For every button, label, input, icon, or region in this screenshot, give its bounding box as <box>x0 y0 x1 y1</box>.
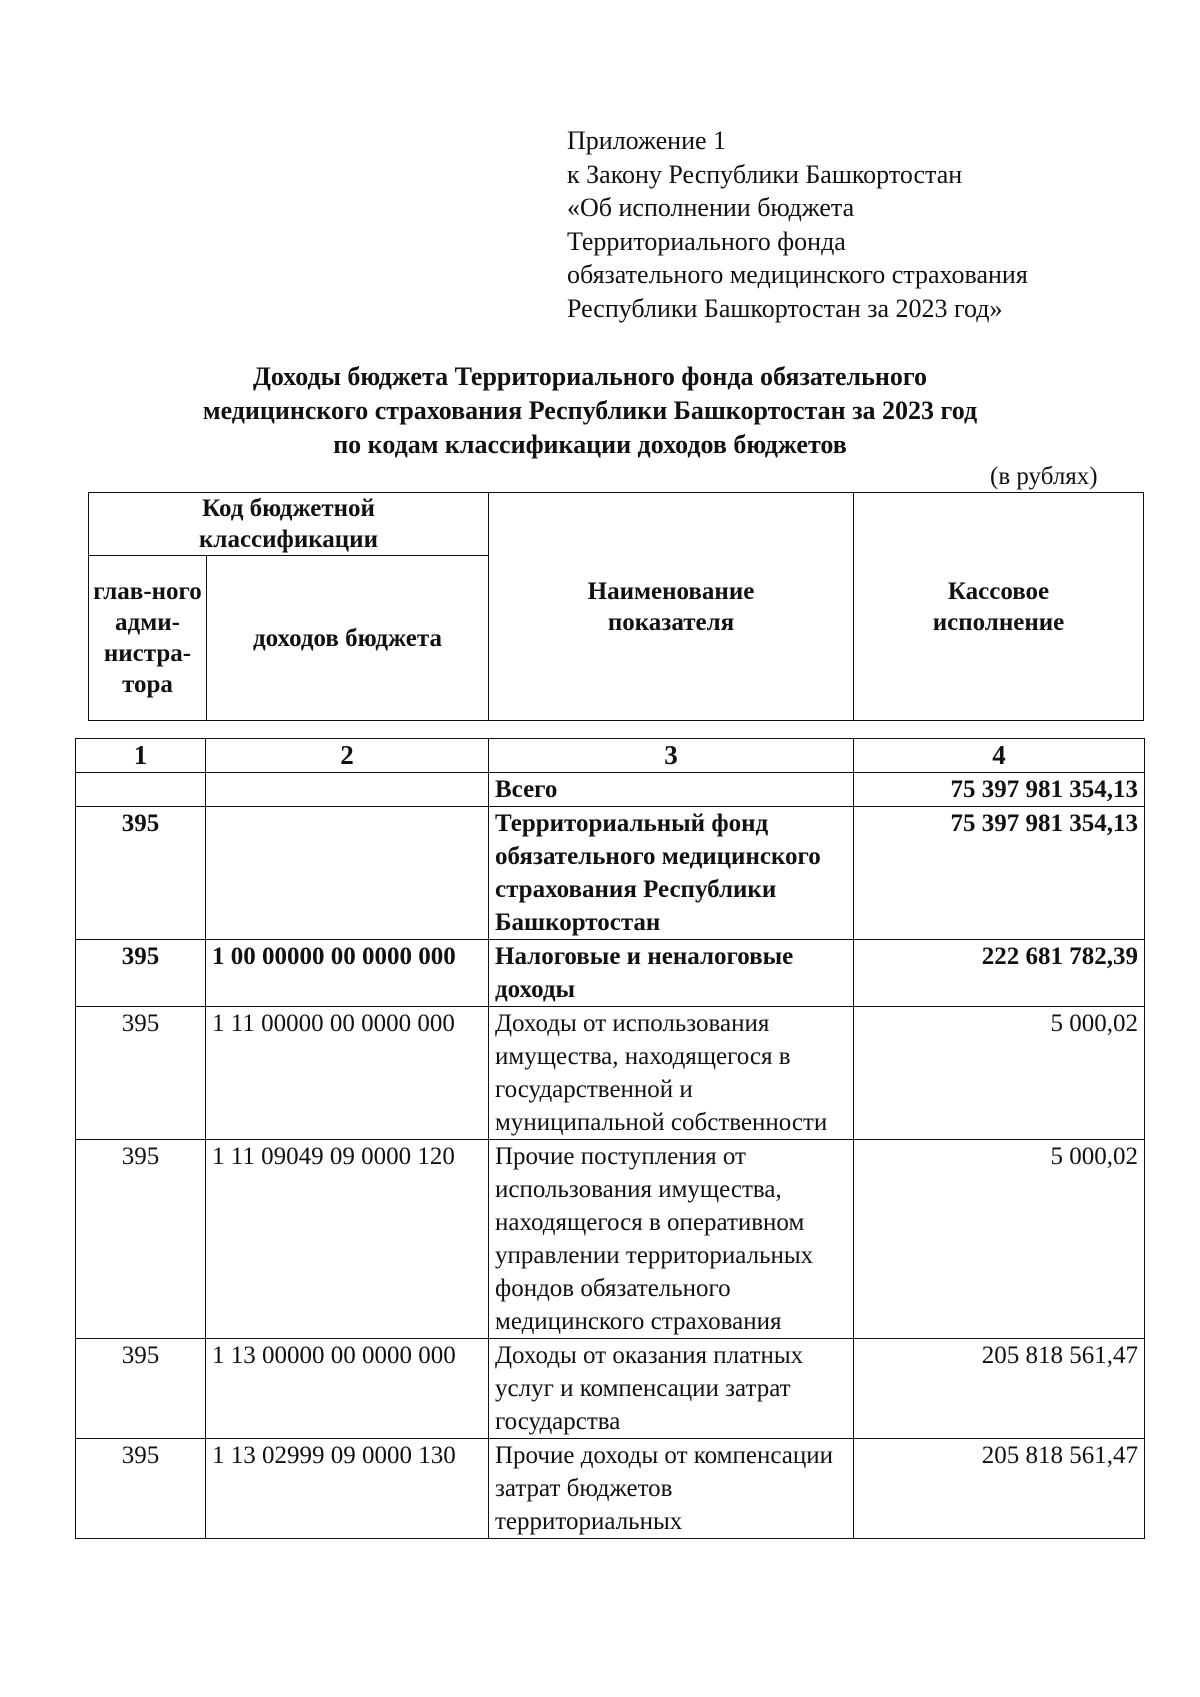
admin-code: 395 <box>76 807 206 940</box>
table-header <box>88 492 1144 721</box>
amount: 5 000,02 <box>854 1140 1145 1339</box>
indicator-name: Всего <box>489 773 854 807</box>
header-admin: глав-ного адми-нистра-тора <box>89 556 207 721</box>
column-number: 4 <box>854 739 1145 773</box>
column-number: 2 <box>206 739 489 773</box>
table-row <box>76 1339 1145 1439</box>
header-amount: Кассовое исполнение <box>854 493 1144 721</box>
revenue-table <box>75 738 1145 1539</box>
document-title <box>150 360 1030 462</box>
annex-block <box>567 124 1028 325</box>
table-row <box>76 940 1145 1007</box>
income-code: 1 13 02999 09 0000 130 <box>206 1439 489 1539</box>
amount: 75 397 981 354,13 <box>854 807 1145 940</box>
amount: 75 397 981 354,13 <box>854 773 1145 807</box>
table-row <box>76 1140 1145 1339</box>
admin-code: 395 <box>76 940 206 1007</box>
income-code: 1 11 09049 09 0000 120 <box>206 1140 489 1339</box>
header-income-code: доходов бюджета <box>207 556 489 721</box>
title-line: Доходы бюджета Территориального фонда обязательного <box>252 362 928 391</box>
annex-line: Республики Башкортостан за 2023 год» <box>567 293 1003 323</box>
units-note: (в рублях) <box>990 463 1098 490</box>
table-row <box>76 1439 1145 1539</box>
table-row <box>76 773 1145 807</box>
indicator-name: Доходы от использования имущества, находящегося в государственной и муниципальной собственности <box>489 1007 854 1140</box>
table-row <box>76 807 1145 940</box>
indicator-name: Налоговые и неналоговые доходы <box>489 940 854 1007</box>
header-code-group: Код бюджетной классификации <box>89 493 489 556</box>
income-code <box>206 807 489 940</box>
annex-line: Приложение 1 <box>567 126 727 155</box>
annex-line: «Об исполнении бюджета <box>567 193 855 222</box>
admin-code: 395 <box>76 1339 206 1439</box>
annex-line: Территориального фонда <box>567 226 846 256</box>
admin-code: 395 <box>76 1007 206 1140</box>
indicator-name: Доходы от оказания платных услуг и компенсации затрат государства <box>489 1339 854 1439</box>
table-row <box>76 1007 1145 1140</box>
amount: 205 818 561,47 <box>854 1439 1145 1539</box>
amount: 222 681 782,39 <box>854 940 1145 1007</box>
income-code: 1 11 00000 00 0000 000 <box>206 1007 489 1140</box>
amount: 205 818 561,47 <box>854 1339 1145 1439</box>
column-number-row <box>76 739 1145 773</box>
admin-code <box>76 773 206 807</box>
indicator-name: Территориальный фонд обязательного медицинского страхования Республики Башкортостан <box>489 807 854 940</box>
column-number: 1 <box>76 739 206 773</box>
column-number: 3 <box>489 739 854 773</box>
income-code <box>206 773 489 807</box>
amount: 5 000,02 <box>854 1007 1145 1140</box>
header-name: Наименование показателя <box>489 493 854 721</box>
indicator-name: Прочие поступления от использования имущества, находящегося в оперативном управлении территориальных фондов обязательного медицинского страхования <box>489 1140 854 1339</box>
annex-line: к Закону Республики Башкортостан <box>567 159 963 189</box>
income-code: 1 13 00000 00 0000 000 <box>206 1339 489 1439</box>
admin-code: 395 <box>76 1140 206 1339</box>
annex-line: обязательного медицинского страхования <box>567 260 1028 289</box>
title-line: медицинского страхования Республики Башкортостан за 2023 год <box>202 396 978 425</box>
admin-code: 395 <box>76 1439 206 1539</box>
income-code: 1 00 00000 00 0000 000 <box>206 940 489 1007</box>
indicator-name: Прочие доходы от компенсации затрат бюджетов территориальных <box>489 1439 854 1539</box>
title-line: по кодам классификации доходов бюджетов <box>333 430 847 459</box>
